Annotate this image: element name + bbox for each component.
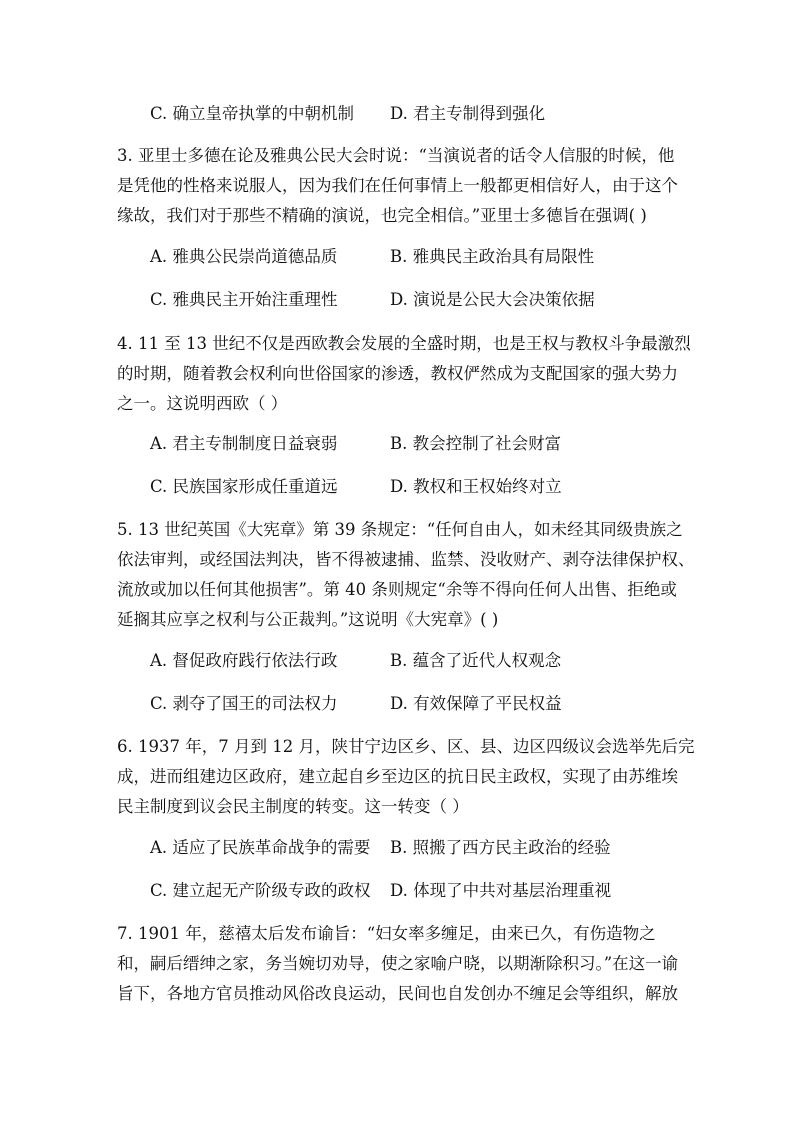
option-5c[interactable]: C. 剥夺了国王的司法权力 <box>150 694 338 713</box>
option-3d[interactable]: D. 演说是公民大会决策依据 <box>390 290 595 309</box>
question-7-stem-line-2: 和，嗣后缙绅之家，务当婉切劝导，使之家喻户晓，以期渐除积习。”在这一谕 <box>117 954 679 973</box>
question-6-stem-line-1: 6. 1937 年，7 月到 12 月，陕甘宁边区乡、区、县、边区四级议会选举先后完 <box>117 737 695 756</box>
question-7-stem-line-3: 旨下，各地方官员推动风俗改良运动，民间也自发创办不缠足会等组织，解放 <box>117 984 678 1003</box>
question-3-stem-line-2: 是凭他的性格来说服人，因为我们在任何事情上一般都更相信好人，由于这个 <box>117 176 678 195</box>
option-6c[interactable]: C. 建立起无产阶级专政的政权 <box>150 881 371 900</box>
question-3-stem-line-3: 缘故，我们对于那些不精确的演说，也完全相信。”亚里士多德旨在强调( ) <box>117 206 647 225</box>
option-2d[interactable]: D. 君主专制得到强化 <box>390 104 546 123</box>
option-2c[interactable]: C. 确立皇帝执掌的中朝机制 <box>150 104 355 123</box>
option-3b[interactable]: B. 雅典民主政治具有局限性 <box>390 247 595 266</box>
option-6d[interactable]: D. 体现了中共对基层治理重视 <box>390 881 612 900</box>
question-5-stem-line-1: 5. 13 世纪英国《大宪章》第 39 条规定：“任何自由人，如未经其同级贵族之 <box>117 520 683 539</box>
option-4d[interactable]: D. 教权和王权始终对立 <box>390 477 562 496</box>
question-4-stem-line-1: 4. 11 至 13 世纪不仅是西欧教会发展的全盛时期，也是王权与教权斗争最激烈 <box>117 334 691 353</box>
question-5-stem-line-3: 流放或加以任何其他损害”。第 40 条则规定“余等不得向任何人出售、拒绝或 <box>117 580 677 599</box>
option-3a[interactable]: A. 雅典公民崇尚道德品质 <box>150 247 338 266</box>
option-4a[interactable]: A. 君主专制制度日益衰弱 <box>150 434 338 453</box>
option-6a[interactable]: A. 适应了民族革命战争的需要 <box>150 838 371 857</box>
option-5b[interactable]: B. 蕴含了近代人权观念 <box>390 651 562 670</box>
question-7-stem-line-1: 7. 1901 年，慈禧太后发布谕旨：“妇女率多缠足，由来已久，有伤造物之 <box>117 924 656 943</box>
question-5-stem-line-4: 延搁其应享之权利与公正裁判。”这说明《大宪章》( ) <box>117 610 499 629</box>
option-4c[interactable]: C. 民族国家形成任重道远 <box>150 477 338 496</box>
option-6b[interactable]: B. 照搬了西方民主政治的经验 <box>390 838 611 857</box>
question-4-stem-line-3: 之一。这说明西欧（ ） <box>117 394 288 413</box>
question-6-stem-line-2: 成，进而组建边区政府，建立起自乡至边区的抗日民主政权，实现了由苏维埃 <box>117 767 678 786</box>
question-5-stem-line-2: 依法审判，或经国法判决，皆不得被逮捕、监禁、没收财产、剥夺法律保护权、 <box>117 550 695 569</box>
option-3c[interactable]: C. 雅典民主开始注重理性 <box>150 290 338 309</box>
question-3-stem-line-1: 3. 亚里士多德在论及雅典公民大会时说：“当演说者的话令人信服的时候，他 <box>117 146 675 165</box>
option-5d[interactable]: D. 有效保障了平民权益 <box>390 694 562 713</box>
option-4b[interactable]: B. 教会控制了社会财富 <box>390 434 562 453</box>
question-4-stem-line-2: 的时期，随着教会权利向世俗国家的渗透，教权俨然成为支配国家的强大势力 <box>117 364 678 383</box>
question-6-stem-line-3: 民主制度到议会民主制度的转变。这一转变（ ） <box>117 797 469 816</box>
option-5a[interactable]: A. 督促政府践行依法行政 <box>150 651 338 670</box>
